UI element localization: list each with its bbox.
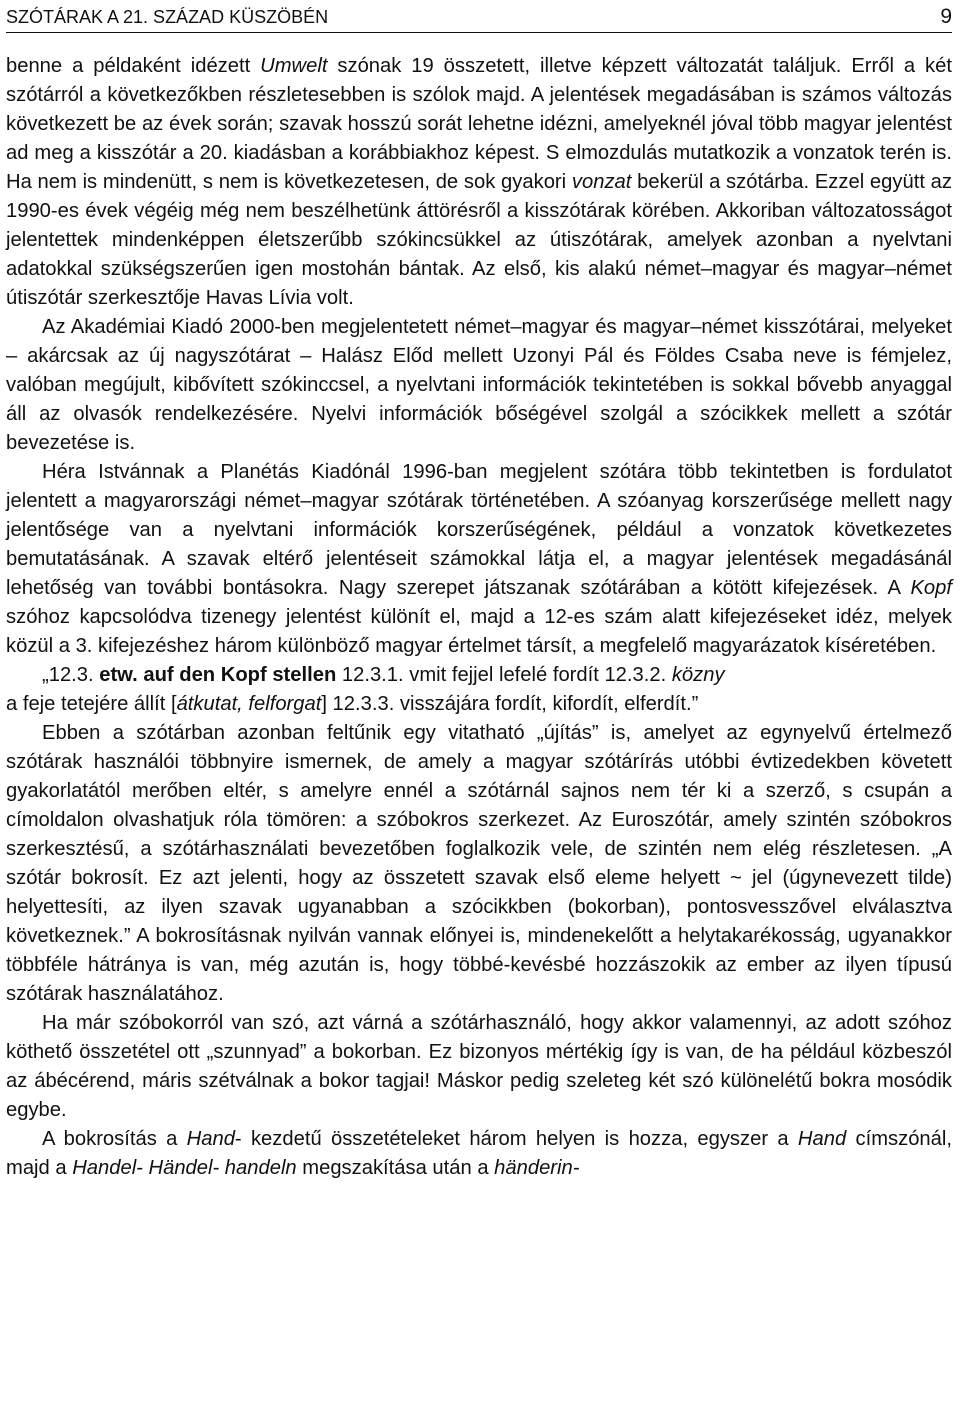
text-run: ] 12.3.3. visszájára fordít, kifordít, elferdít.” bbox=[321, 693, 699, 715]
text-run: szóhoz kapcsolódva tizenegy jelentést különít el, majd a 12-es szám alatt kifejezéseket idéz, melyek közül a 3. kifejezéshez három különböző magyar értelmet társít, a megfelelő magyarázatok kíséretében. bbox=[6, 606, 952, 657]
text-run: Az Akadémiai Kiadó 2000-ben megjelentetett német–magyar és magyar–német kisszótárai, melyeket – akárcsak az új nagyszótárat – Halász Előd mellett Uzonyi Pál és Földes Csaba neve is fémjelez, valóban megújult, kibővített szókinccsel, a nyelvtani információk tekintetében is sokkal bővebb anyaggal áll az olvasók rendelkezésére. Nyelvi információk bőségével szolgál a szócikkek mellett a szótár bevezetése is. bbox=[6, 316, 952, 454]
text-run: bekerül a szótárba. Ezzel együtt az 1990-es évek végéig még nem beszélhetünk áttörésről a kisszótárak körében. Akkoriban változatosságot jelentettek mindenképpen életszerűbb szókincsükkel az útiszótárak, amelyek azonban a nyelvtani adatokkal szükségszerűen igen mostohán bántak. Az első, kis alakú német–magyar és magyar–német útiszótár szerkesztője Havas Lívia volt. bbox=[6, 171, 952, 309]
paragraphs-before bbox=[6, 52, 952, 661]
text-run: - kezdetű összetételeket három helyen is hozza, egyszer a bbox=[234, 1128, 798, 1150]
text-run: A bokrosítás a bbox=[42, 1128, 187, 1150]
paragraphs-after bbox=[6, 719, 952, 1183]
body-text bbox=[6, 52, 952, 1183]
text-run: a feje tetejére állít [ bbox=[6, 693, 177, 715]
text-run: megszakítása után a bbox=[296, 1157, 495, 1179]
italic-term: Umwelt bbox=[260, 55, 328, 77]
bold-term: etw. auf den Kopf stellen bbox=[99, 664, 337, 686]
paragraph-p1 bbox=[6, 52, 952, 313]
italic-term: átkutat, felforgat bbox=[176, 693, 322, 715]
running-header bbox=[6, 4, 952, 33]
paragraph-p3 bbox=[6, 458, 952, 661]
dictionary-example-continuation bbox=[6, 690, 952, 719]
italic-term: közny bbox=[671, 664, 725, 686]
text-run: szónak 19 összetett, illetve képzett változatát találjuk. Erről a két szótárról a következőkben részletesebben is szólok majd. A jelentések megadásában is számos változás következett be az évek során; szavak hosszú sorát lehetne idézni, amelyeknél jóval több magyar jelentést ad meg a kisszótár a 20. kiadásban a korábbiakhoz képest. S elmozdulás mutatkozik a vonzatok terén is. Ha nem is mindenütt, s nem is következetesen, de sok gyakori bbox=[6, 55, 952, 193]
italic-term: händerin- bbox=[494, 1157, 580, 1179]
text-run: 12.3.1. vmit fejjel lefelé fordít 12.3.2. bbox=[336, 664, 672, 686]
italic-term: vonzat bbox=[571, 171, 632, 193]
paragraph-p4 bbox=[6, 719, 952, 1009]
italic-term: Hand bbox=[186, 1128, 235, 1150]
text-run: Ebben a szótárban azonban feltűnik egy vitatható „újítás” is, amelyet az egynyelvű értelmező szótárak használói többnyire ismernek, de amely a magyar szótárírás utóbbi évtizedekben követett gyakorlatától merőben eltér, s amelyre ennél a szótárnál sajnos nem tér ki a szerző, s csupán a címoldalon olvashatjuk róla tömören: a szóbokros szerkezet. Az Euroszótár, amely szintén szóbokros szerkesztésű, a szótárhasználati bevezetőben foglalkozik vele, de szintén nem elég részletesen. „A szótár bokrosít. Ez azt jelenti, hogy az összetett szavak első eleme helyett ~ jel (úgynevezett tilde) helyettesíti, az ilyen szavak ugyanabban a szócikkben (bokorban), pontosvesszővel elválasztva következnek.” A bokrosításnak nyilván vannak előnyei is, mindenekelőtt a helytakarékosság, ugyanakkor többféle hátránya is van, még azután is, hogy többé-kevésbé hozzászokik az ember az ilyen típusú szótárak használatához. bbox=[6, 722, 952, 1005]
paragraph-p5 bbox=[6, 1009, 952, 1125]
text-run: Héra Istvánnak a Planétás Kiadónál 1996-ban megjelent szótára több tekintetben is fordulatot jelentett a magyarországi német–magyar szótárak történetében. A szóanyag korszerűsége mellett nagy jelentősége van a nyelvtani információk korszerűségének, például a vonzatok következetes bemutatásának. A szavak eltérő jelentéseit számokkal látja el, a magyar jelentések megadásánál lehetőség van további bontásokra. Nagy szerepet játszanak szótárában a kötött kifejezések. A bbox=[6, 461, 952, 599]
text-run: Ha már szóbokorról van szó, azt várná a szótárhasználó, hogy akkor valamennyi, az adott szóhoz köthető összetétel ott „szunnyad” a bokorban. Ez bizonyos mértékig így is van, de ha például közbeszól az ábécérend, máris szétválnak a bokor tagjai! Máskor pedig szeleteg két szó különelétű bokra mosódik egybe. bbox=[6, 1012, 952, 1121]
running-title: SZÓTÁRAK A 21. SZÁZAD KÜSZÖBÉN bbox=[6, 7, 329, 27]
text-run: „12.3. bbox=[42, 664, 100, 686]
page-number: 9 bbox=[940, 5, 952, 28]
example-line-1 bbox=[42, 661, 952, 690]
text-run: címszónál, majd a bbox=[6, 1128, 952, 1179]
example-line-2 bbox=[6, 690, 952, 719]
italic-term: Handel- Händel- handeln bbox=[72, 1157, 297, 1179]
italic-term: Hand bbox=[797, 1128, 847, 1150]
paragraph-p2 bbox=[6, 313, 952, 458]
dictionary-example bbox=[6, 661, 952, 690]
text-run: benne a példaként idézett bbox=[6, 55, 261, 77]
italic-term: Kopf bbox=[910, 577, 952, 599]
paragraph-p6 bbox=[6, 1125, 952, 1183]
